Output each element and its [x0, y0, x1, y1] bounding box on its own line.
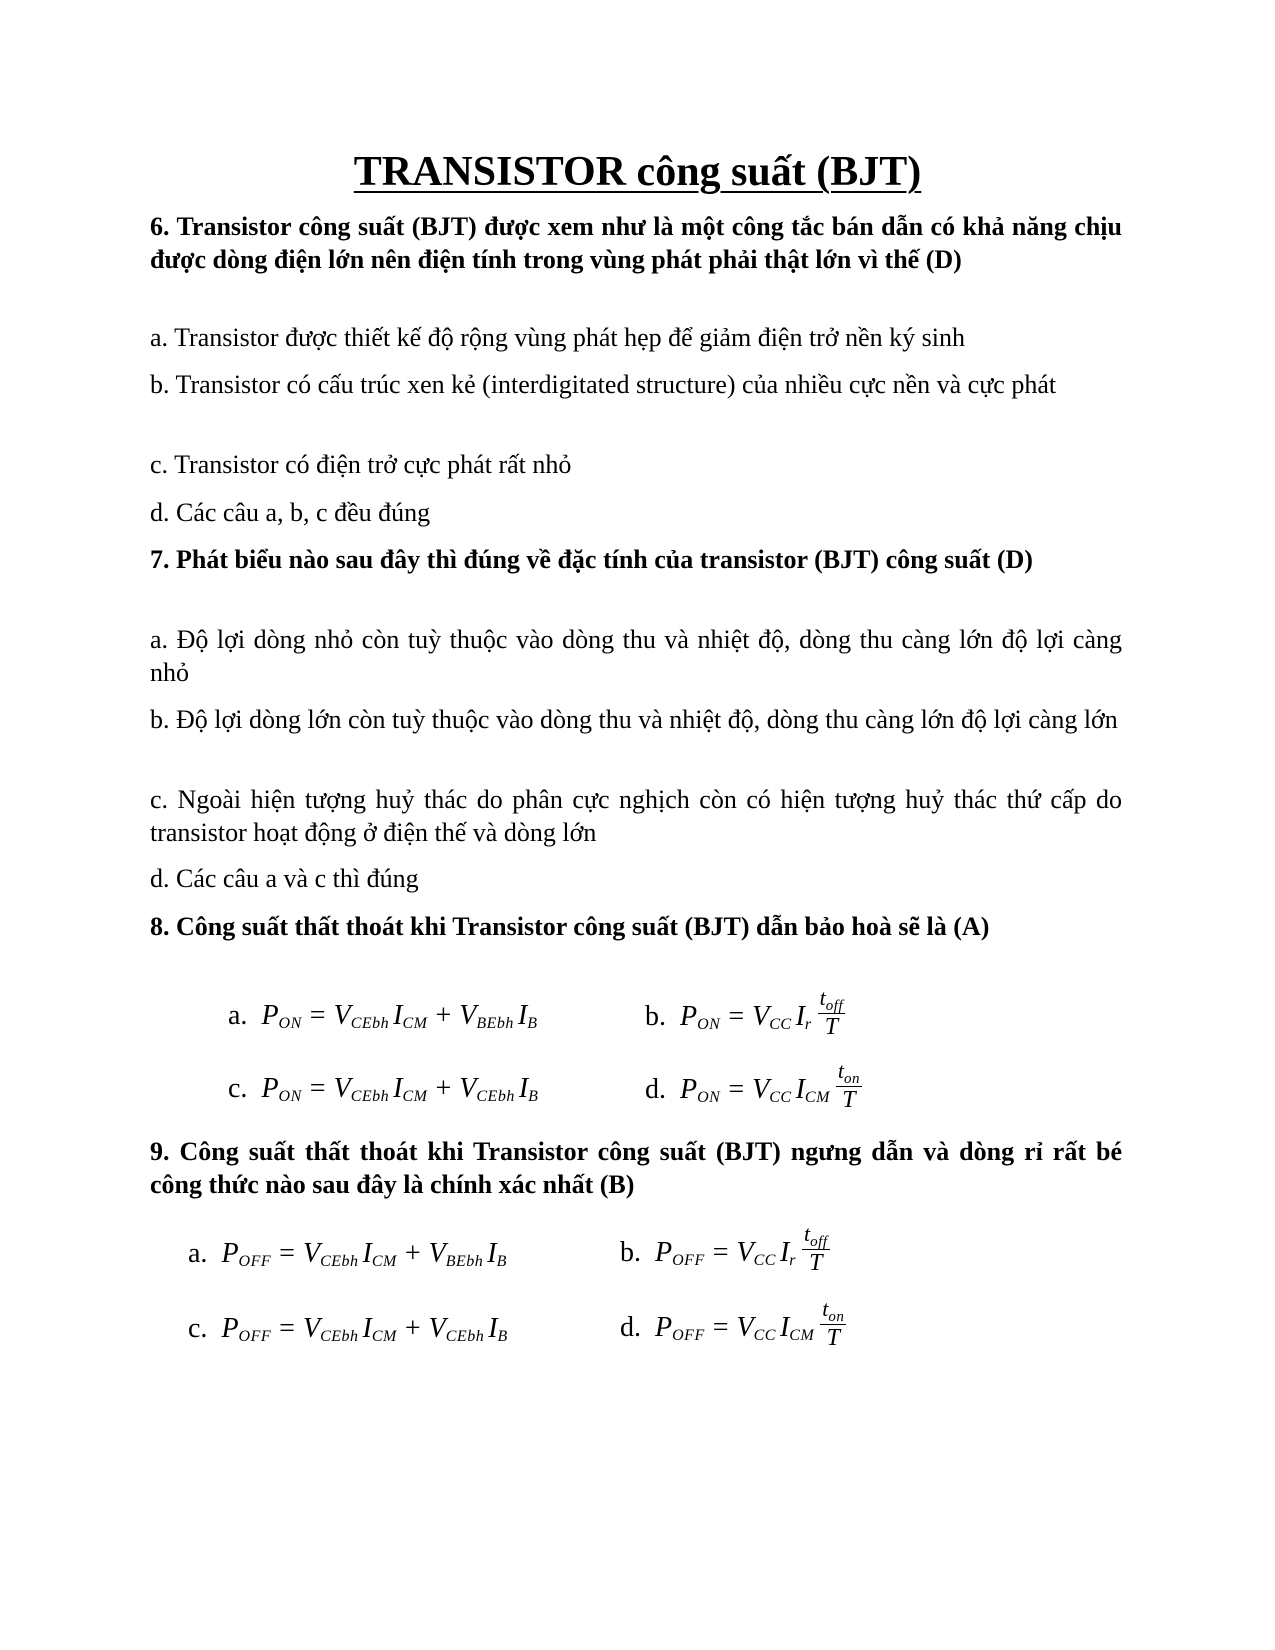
q6-option-a: a. Transistor được thiết kế độ rộng vùng phát hẹp để giảm điện trở nền ký sinh	[150, 323, 965, 352]
q6-option-d: d. Các câu a, b, c đều đúng	[150, 498, 431, 527]
q8-formula-a: a. P ON = V CEbh I CM + V BEbh I B	[228, 1000, 538, 1032]
question-9: 9. Công suất thất thoát khi Transistor công suất (BJT) ngưng dẫn và dòng rỉ rất bé công thức nào sau đây là chính xác nhất (B)	[150, 1137, 1122, 1199]
q7-option-b: b. Độ lợi dòng lớn còn tuỳ thuộc vào dòng thu và nhiệt độ, dòng thu càng lớn độ lợi càng lớn	[150, 705, 1118, 734]
question-7: 7. Phát biểu nào sau đây thì đúng về đặc tính của transistor (BJT) công suất (D)	[150, 545, 1033, 574]
q8-formula-d: d. P ON = V CC I CM $\frac{t_{on}}{T}$	[645, 1058, 861, 1113]
q9-formula-c: c. P OFF = V CEbh I CM + V CEbh I B	[188, 1313, 508, 1345]
page-title: TRANSISTOR công suất (BJT)	[353, 149, 922, 195]
q7-option-d: d. Các câu a và c thì đúng	[150, 864, 419, 893]
option-label: b.	[645, 1001, 666, 1032]
q7-option-a: a. Độ lợi dòng nhỏ còn tuỳ thuộc vào dòng thu và nhiệt độ, dòng thu càng lớn độ lợi càng nhỏ	[150, 625, 1122, 687]
q9-formula-d: d. P OFF = V CC I CM $\frac{t_{on}}{T}$	[620, 1296, 845, 1351]
option-label: c.	[188, 1313, 208, 1344]
fraction: $\frac{t_{on}}{T}$	[822, 1296, 845, 1351]
question-8: 8. Công suất thất thoát khi Transistor công suất (BJT) dẫn bảo hoà sẽ là (A)	[150, 912, 990, 941]
q8-formula-b: b. P ON = V CC I r $\frac{t_{off}}{T}$	[645, 985, 844, 1040]
option-label: d.	[645, 1074, 666, 1105]
option-label: d.	[620, 1312, 641, 1343]
fraction: $\frac{t_{on}}{T}$	[837, 1058, 861, 1113]
option-label: a.	[188, 1238, 208, 1269]
q9-formula-b: b. P OFF = V CC I r $\frac{t_{off}}{T}$	[620, 1221, 828, 1276]
option-label: c.	[228, 1073, 248, 1104]
q9-formula-a: a. P OFF = V CEbh I CM + V BEbh I B	[188, 1238, 507, 1270]
option-label: b.	[620, 1237, 641, 1268]
q6-option-c: c. Transistor có điện trở cực phát rất nhỏ	[150, 450, 572, 479]
question-6: 6. Transistor công suất (BJT) được xem như là một công tắc bán dẫn có khả năng chịu được dòng điện lớn nên điện tính trong vùng phát phải thật lớn vì thế (D)	[150, 212, 1122, 274]
q7-option-c: c. Ngoài hiện tượng huỷ thác do phân cực nghịch còn có hiện tượng huỷ thác thứ cấp do transistor hoạt động ở điện thế và dòng lớn	[150, 785, 1122, 847]
fraction: $\frac{t_{off}}{T}$	[819, 985, 844, 1040]
q6-option-b: b. Transistor có cấu trúc xen kẻ (interdigitated structure) của nhiều cực nền và cực phát	[150, 370, 1057, 399]
option-label: a.	[228, 1000, 248, 1031]
q8-formula-c: c. P ON = V CEbh I CM + V CEbh I B	[228, 1073, 539, 1105]
fraction: $\frac{t_{off}}{T}$	[804, 1221, 828, 1276]
